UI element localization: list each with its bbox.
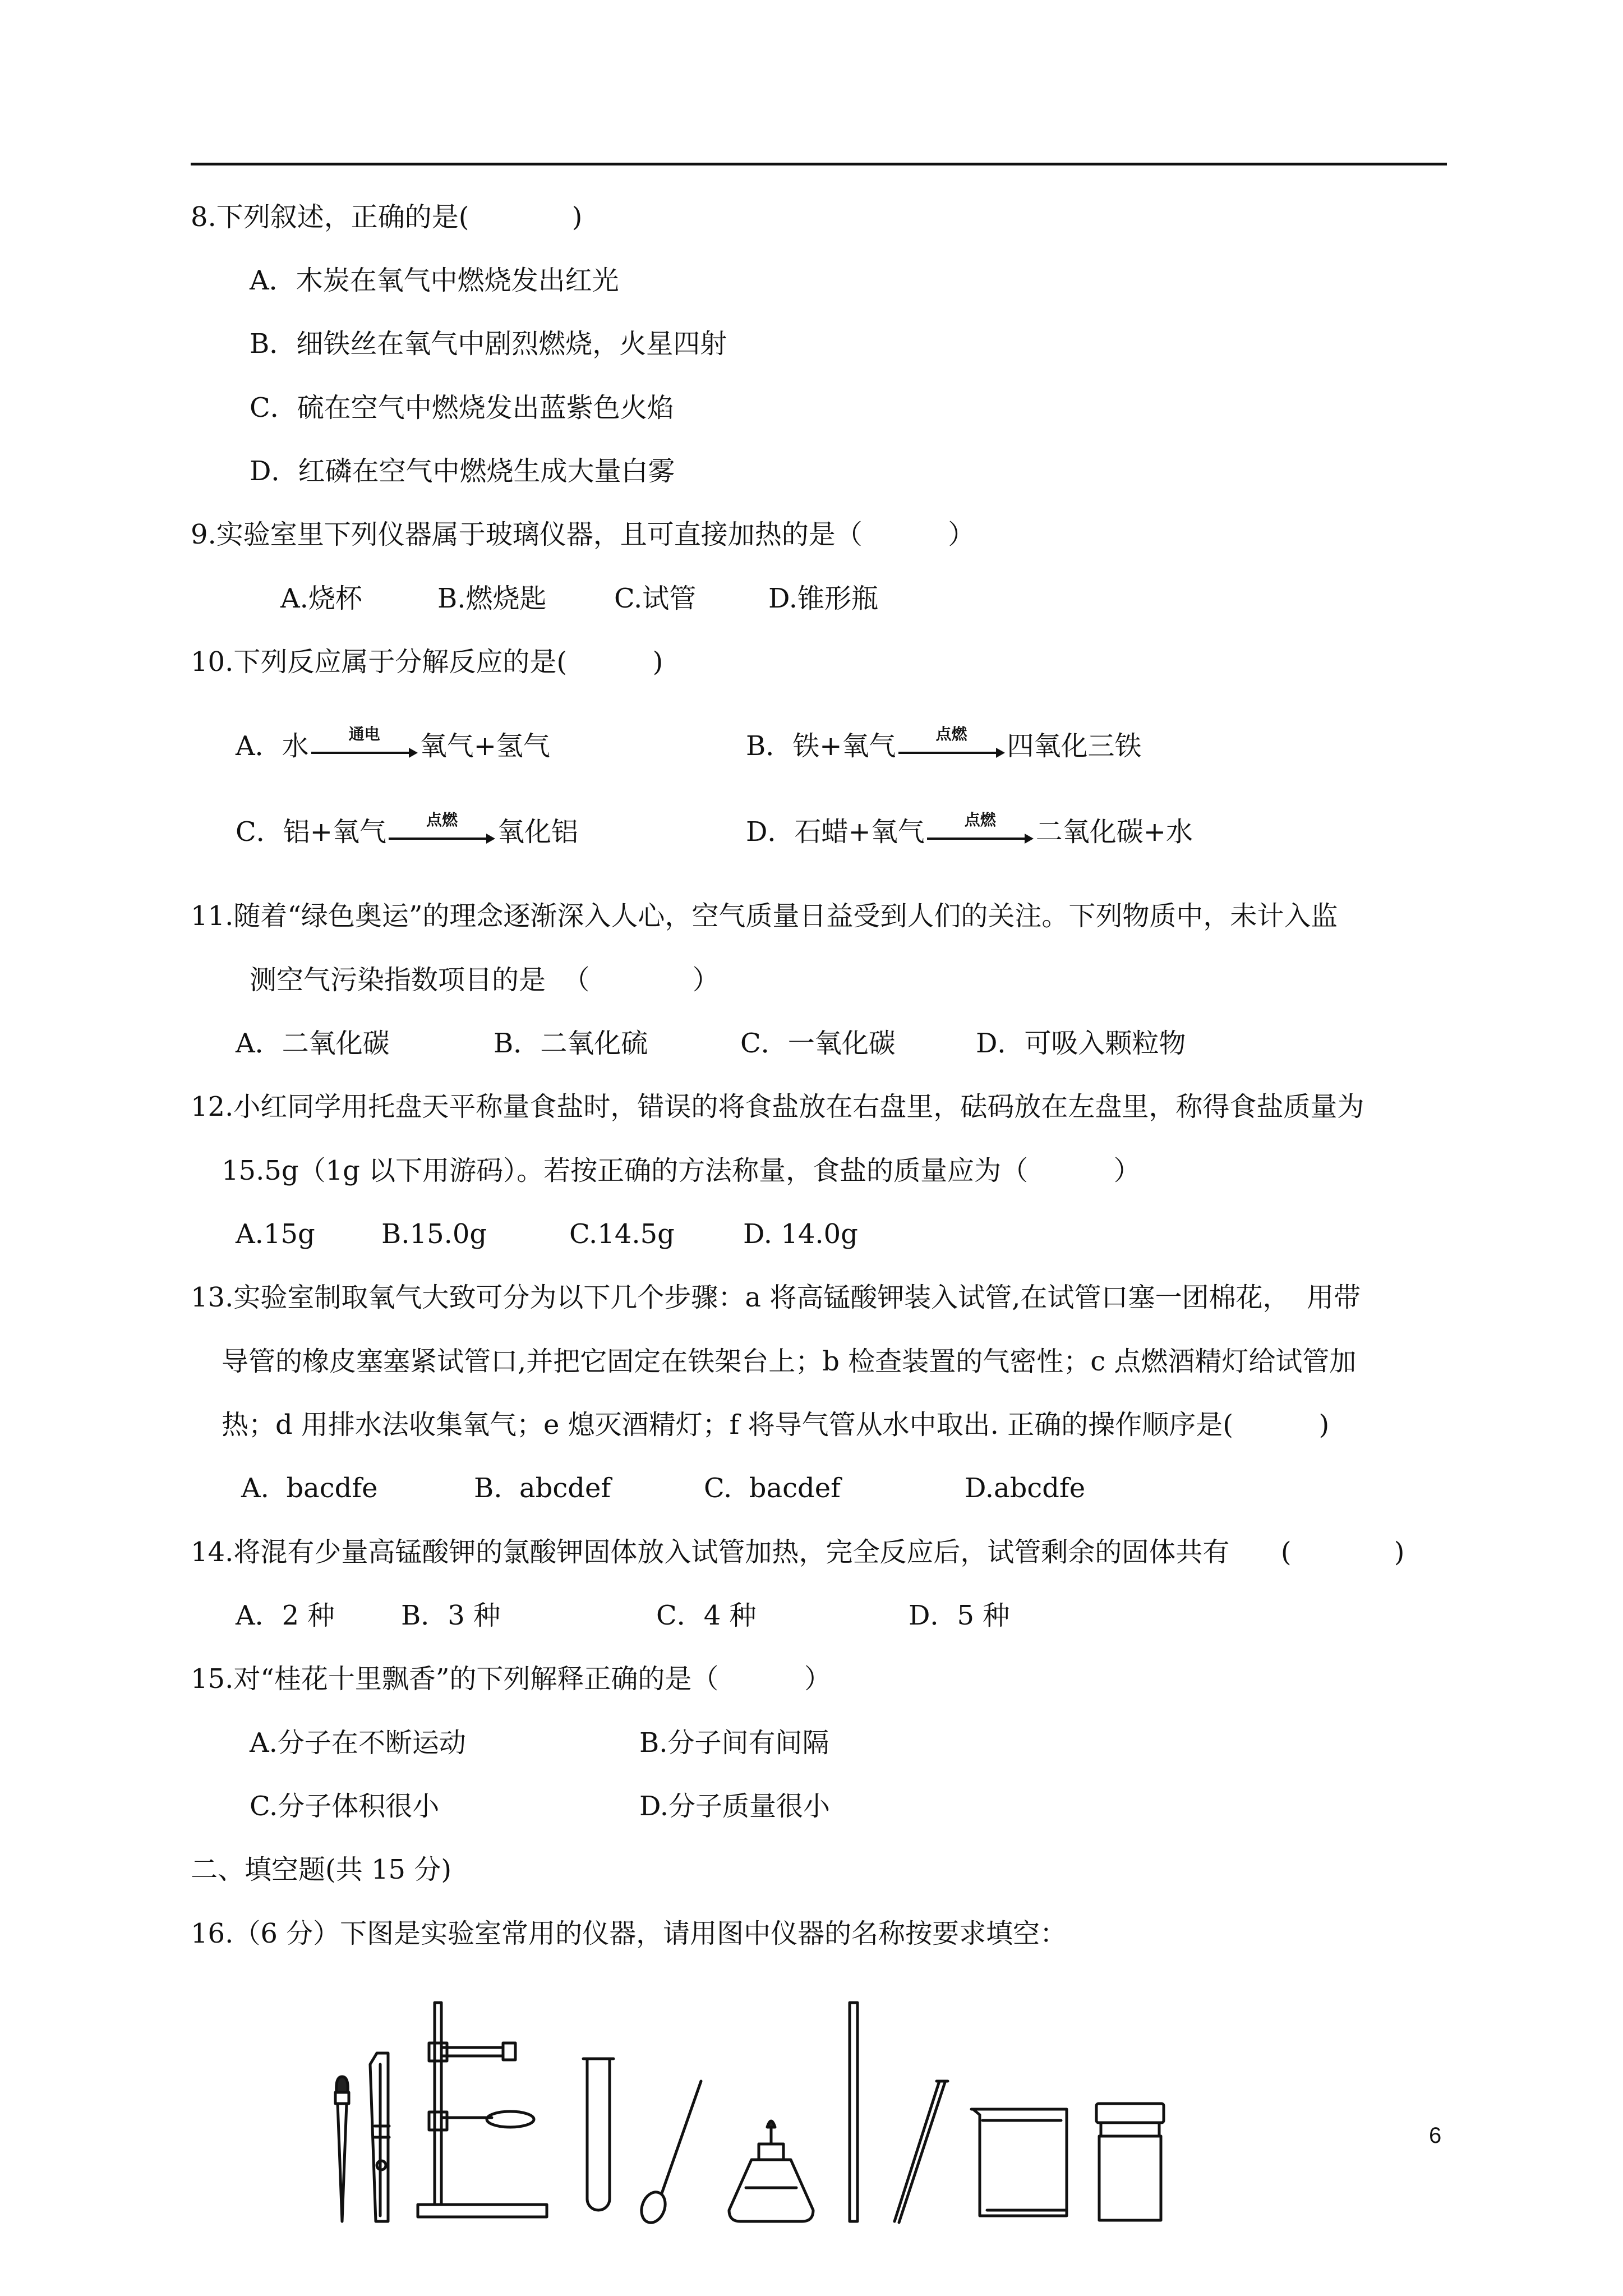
reaction-condition: 点燃	[426, 811, 458, 829]
q12-stem-cont: 15.5g（1g 以下用游码）。若按正确的方法称量，食盐的质量应为（ ）	[222, 1155, 1141, 1186]
spatula-icon	[638, 2081, 701, 2226]
q13-option-d: D.abcdfe	[965, 1473, 1086, 1504]
reagent-bottle-icon	[1096, 2104, 1164, 2220]
q15-option-a: A.分子在不断运动	[250, 1727, 466, 1759]
q16-stem: 16.（6 分）下图是实验室常用的仪器，请用图中仪器的名称按要求填空：	[191, 1918, 1067, 1949]
q9-stem: 9.实验室里下列仪器属于玻璃仪器，且可直接加热的是（ ）	[191, 519, 975, 550]
q9-option-b: B.燃烧匙	[437, 583, 547, 614]
dropper-icon	[335, 2077, 349, 2221]
q13-stem-cont-1: 导管的橡皮塞塞紧试管口,并把它固定在铁架台上；b 检查装置的气密性；c 点燃酒精灯给试管加	[222, 1346, 1357, 1377]
q15-option-b: B.分子间有间隔	[639, 1727, 829, 1759]
option-label: C．	[236, 816, 283, 848]
q15-option-c: C.分子体积很小	[250, 1791, 440, 1822]
test-tube-holder-icon	[370, 2053, 389, 2221]
q11-option-d: D．可吸入颗粒物	[976, 1028, 1186, 1059]
q11-stem-cont: 测空气污染指数项目的是 （ ）	[250, 964, 720, 996]
glass-rod-icon	[850, 2003, 857, 2221]
tweezers-icon	[895, 2081, 948, 2223]
q12-option-d: D. 14.0g	[743, 1218, 858, 1250]
q12-option-a: A.15g	[236, 1218, 315, 1250]
q10-option-d	[746, 811, 1193, 849]
product: 四氧化三铁	[1007, 730, 1142, 762]
q8-option-d: D．红磷在空气中燃烧生成大量白雾	[250, 455, 675, 487]
iron-stand-icon	[418, 2003, 547, 2217]
q11-option-b: B．二氧化硫	[494, 1028, 648, 1059]
beaker-icon	[971, 2109, 1067, 2216]
option-label: A．	[236, 730, 282, 762]
reaction-arrow	[389, 811, 495, 849]
option-label: D．	[746, 816, 795, 848]
product: 氧气+氢气	[419, 730, 550, 762]
reactant: 铝+氧气	[283, 816, 386, 848]
q15-stem: 15.对“桂花十里飘香”的下列解释正确的是（ ）	[191, 1663, 831, 1695]
q10-option-a	[236, 725, 550, 763]
q13-stem: 13.实验室制取氧气大致可分为以下几个步骤：a 将高锰酸钾装入试管,在试管口塞一团棉花， 用带	[191, 1282, 1361, 1313]
reaction-condition: 点燃	[935, 725, 967, 743]
q8-option-a: A．木炭在氧气中燃烧发出红光	[250, 265, 619, 296]
q8-stem: 8.下列叙述，正确的是( )	[191, 201, 583, 233]
q13-option-a: A. bacdfe	[241, 1473, 378, 1504]
q13-option-b: B. abcdef	[474, 1473, 611, 1504]
q10-option-b	[746, 725, 1142, 763]
q12-stem: 12.小红同学用托盘天平称量食盐时，错误的将食盐放在右盘里，砝码放在左盘里，称得食盐质量为	[191, 1091, 1364, 1122]
reactant: 铁+氧气	[792, 730, 896, 762]
reactant: 水	[282, 730, 309, 762]
q14-option-c: C．4 种	[656, 1600, 757, 1631]
q9-option-c: C.试管	[614, 583, 697, 614]
q9-option-d: D.锥形瓶	[768, 583, 879, 614]
lab-equipment-figure	[314, 1997, 1413, 2233]
q15-option-d: D.分子质量很小	[639, 1791, 831, 1822]
q12-option-b: B.15.0g	[381, 1218, 487, 1250]
product: 二氧化碳+水	[1035, 816, 1193, 848]
q8-option-b: B．细铁丝在氧气中剧烈燃烧，火星四射	[250, 328, 727, 360]
q8-option-c: C．硫在空气中燃烧发出蓝紫色火焰	[250, 392, 674, 424]
reaction-arrow	[898, 725, 1005, 763]
q10-stem: 10.下列反应属于分解反应的是( )	[191, 646, 663, 678]
q9-option-a: A.烧杯	[280, 583, 362, 614]
q12-option-c: C.14.5g	[569, 1218, 675, 1250]
option-label: B．	[746, 730, 793, 762]
product: 氧化铝	[497, 816, 578, 848]
q11-option-a: A．二氧化碳	[236, 1028, 390, 1059]
header-rule	[191, 163, 1447, 165]
q11-stem: 11.随着“绿色奥运”的理念逐渐深入人心，空气质量日益受到人们的关注。下列物质中，未计入监	[191, 900, 1338, 932]
q10-option-c	[236, 811, 578, 849]
q13-stem-cont-2: 热；d 用排水法收集氧气；e 熄灭酒精灯；f 将导气管从水中取出. 正确的操作顺序是( )	[222, 1409, 1330, 1441]
q11-option-c: C．一氧化碳	[740, 1028, 896, 1059]
q14-option-a: A．2 种	[236, 1600, 335, 1631]
reaction-condition: 点燃	[964, 811, 996, 829]
alcohol-lamp-icon	[729, 2121, 813, 2221]
reaction-arrow	[311, 725, 418, 763]
q14-option-b: B．3 种	[401, 1600, 501, 1631]
q14-option-d: D．5 种	[909, 1600, 1010, 1631]
reactant: 石蜡+氧气	[794, 816, 925, 848]
q13-option-c: C. bacdef	[704, 1473, 841, 1504]
section-title: 二、填空题(共 15 分)	[191, 1854, 452, 1885]
page-number: 6	[1429, 2123, 1442, 2148]
reaction-arrow	[927, 811, 1034, 849]
reaction-condition: 通电	[348, 725, 380, 743]
q14-stem: 14.将混有少量高锰酸钾的氯酸钾固体放入试管加热，完全反应后，试管剩余的固体共有 ( )	[191, 1536, 1405, 1568]
test-tube-icon	[583, 2059, 614, 2210]
